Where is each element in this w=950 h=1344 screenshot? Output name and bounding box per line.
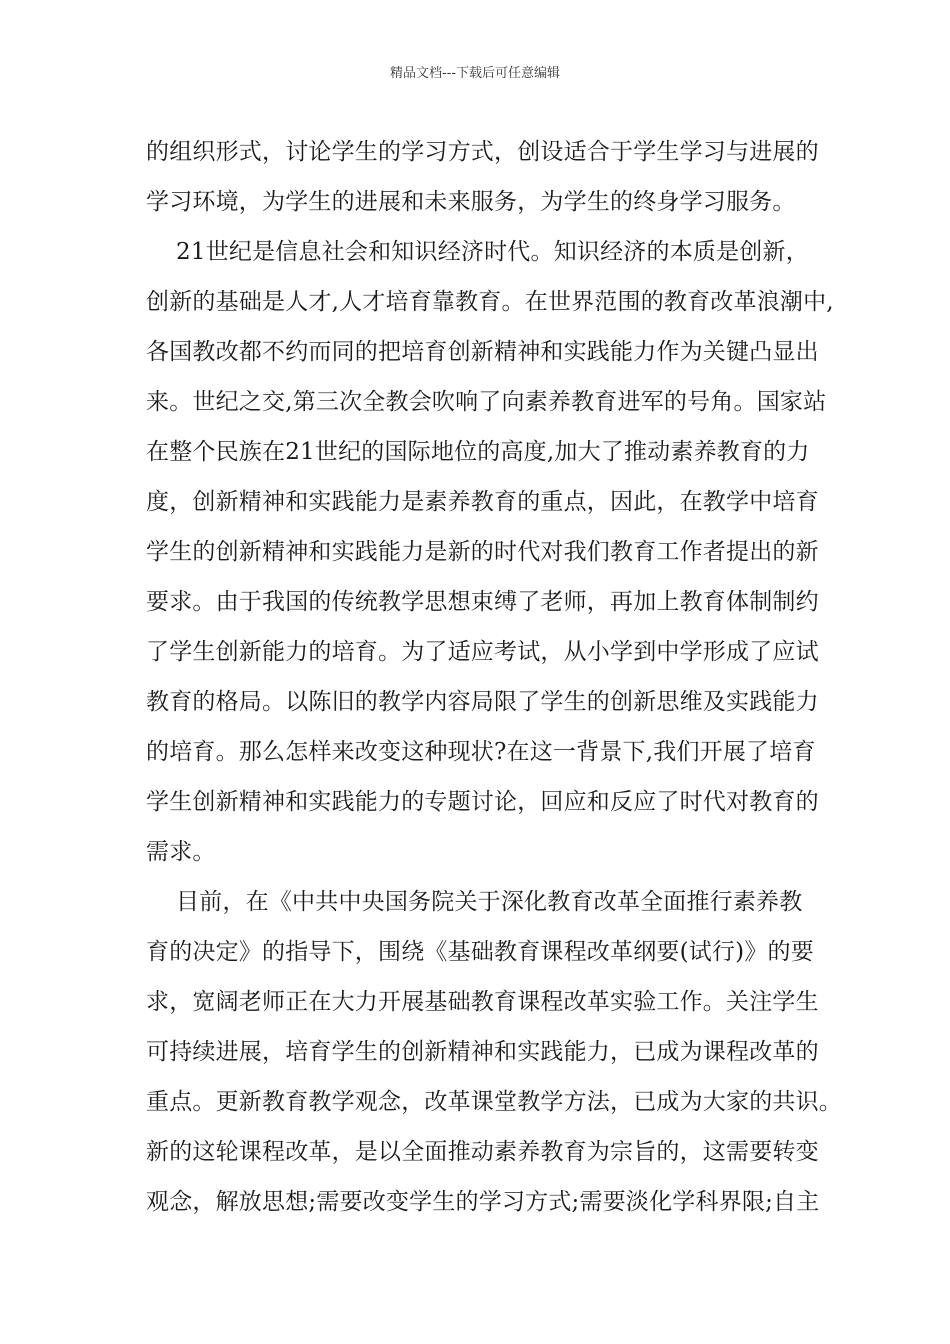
text-line: 重点。更新教育教学观念，改革课堂教学方法，已成为大家的共识。 bbox=[146, 1089, 842, 1115]
text-line: 教育的格局。以陈旧的教学内容局限了学生的创新思维及实践能力 bbox=[146, 689, 819, 715]
text-line: 新的这轮课程改革，是以全面推动素养教育为宗旨的，这需要转变 bbox=[146, 1139, 819, 1165]
text-line: 的培育。那么怎样来改变这种现状?在这一背景下,我们开展了培育 bbox=[146, 739, 816, 765]
text-line: 需求。 bbox=[146, 839, 216, 865]
text-line: 求，宽阔老师正在大力开展基础教育课程改革实验工作。关注学生 bbox=[146, 989, 819, 1015]
text-line: 各国教改都不约而同的把培育创新精神和实践能力作为关键凸显出 bbox=[146, 339, 819, 365]
text-line: 创新的基础是人才,人才培育靠教育。在世界范围的教育改革浪潮中, bbox=[146, 289, 834, 315]
text-line: 21世纪是信息社会和知识经济时代。知识经济的本质是创新， bbox=[146, 239, 809, 265]
text-line: 在整个民族在21世纪的国际地位的高度,加大了推动素养教育的力 bbox=[146, 439, 810, 465]
text-line: 要求。由于我国的传统教学思想束缚了老师，再加上教育体制制约 bbox=[146, 589, 819, 615]
text-line: 可持续进展，培育学生的创新精神和实践能力，已成为课程改革的 bbox=[146, 1039, 819, 1065]
text-line: 学生创新精神和实践能力的专题讨论，回应和反应了时代对教育的 bbox=[146, 789, 819, 815]
text-line: 目前，在《中共中央国务院关于深化教育改革全面推行素养教 bbox=[146, 889, 803, 915]
text-line: 学生的创新精神和实践能力是新的时代对我们教育工作者提出的新 bbox=[146, 539, 819, 565]
page-header: 精品文档---下载后可任意编辑 bbox=[389, 66, 561, 81]
text-line: 的组织形式，讨论学生的学习方式，创设适合于学生学习与进展的 bbox=[146, 139, 819, 165]
text-line: 来。世纪之交,第三次全教会吹响了向素养教育进军的号角。国家站 bbox=[146, 389, 827, 415]
text-line: 学习环境，为学生的进展和未来服务，为学生的终身学习服务。 bbox=[146, 189, 796, 215]
text-line: 育的决定》的指导下，围绕《基础教育课程改革纲要(试行)》的要 bbox=[146, 939, 814, 965]
text-line: 度，创新精神和实践能力是素养教育的重点，因此，在教学中培育 bbox=[146, 489, 819, 515]
text-line: 观念，解放思想;需要改变学生的学习方式;需要淡化学科界限;自主 bbox=[146, 1189, 820, 1215]
text-line: 了学生创新能力的培育。为了适应考试，从小学到中学形成了应试 bbox=[146, 639, 819, 665]
